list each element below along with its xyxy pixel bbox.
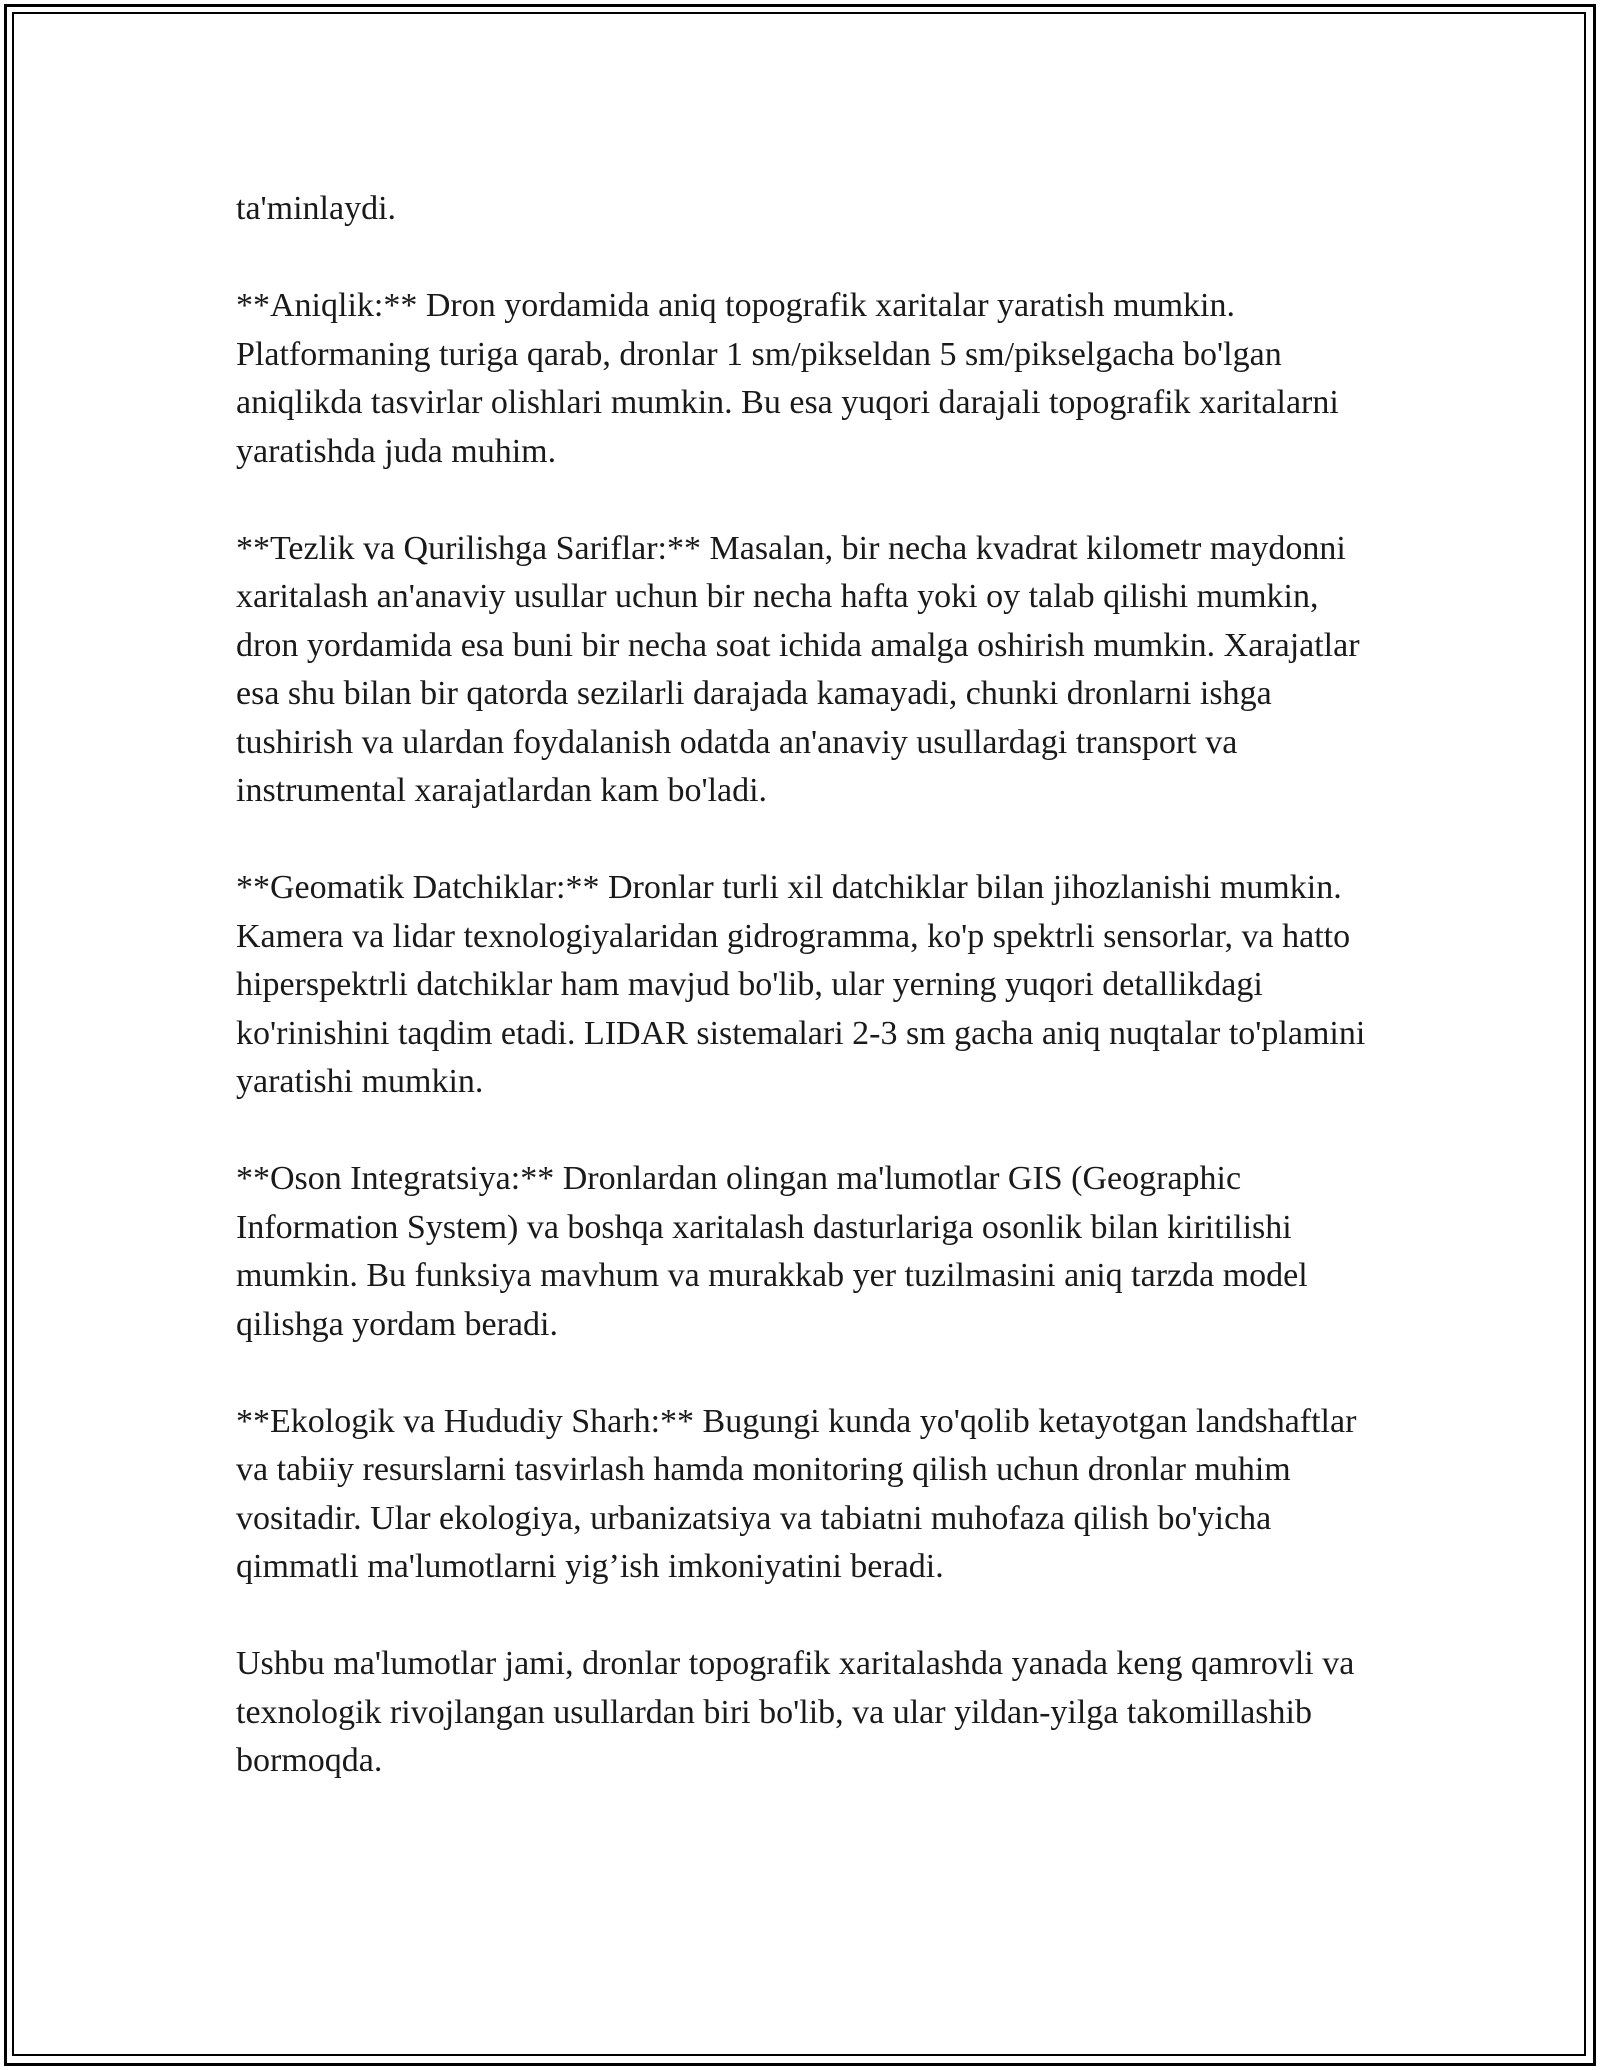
paragraph-ekologik-sharh: **Ekologik va Hududiy Sharh:** Bugungi kunda yo'qolib ketayotgan landshaftlar va tabiiy resurslarni tasvirlash hamda monitoring qilish uchun dronlar muhim vositadir. Ular ekologiya, urbanizatsiya va tabiatni muhofaza qilish bo'yicha qimmatli ma'lumotlarni yig’ish imkoniyatini beradi. [236,1402,1357,1585]
paragraph-oson-integratsiya: **Oson Integratsiya:** Dronlardan olingan ma'lumotlar GIS (Geographic Information System) va boshqa xaritalash dasturlariga osonlik bilan kiritilishi mumkin. Bu funksiya mavhum va murakkab yer tuzilmasini aniq tarzda model qilishga yordam beradi. [236,1160,1308,1343]
paragraph-aniqlik: **Aniqlik:** Dron yordamida aniq topografik xaritalar yaratish mumkin. Platformaning turiga qarab, dronlar 1 sm/pikseldan 5 sm/pikselgacha bo'lgan aniqlikda tasvirlar olishlari mumkin. Bu esa yuqori darajali topografik xaritalarni yaratishda juda muhim. [236,287,1339,470]
paragraph-continuation: ta'minlaydi. [236,190,397,227]
document-body [236,185,1386,1834]
paragraph-geomatik-datchiklar: **Geomatik Datchiklar:** Dronlar turli xil datchiklar bilan jihozlanishi mumkin. Kamera va lidar texnologiyalaridan gidrogramma, ko'p spektrli sensorlar, va hatto hiperspektrli datchiklar ham mavjud bo'lib, ular yerning yuqori detallikdagi ko'rinishini taqdim etadi. LIDAR sistemalari 2-3 sm gacha aniq nuqtalar to'plamini yaratishi mumkin. [236,869,1366,1100]
paragraph-tezlik: **Tezlik va Qurilishga Sariflar:** Masalan, bir necha kvadrat kilometr maydonni xaritalash an'anaviy usullar uchun bir necha hafta yoki oy talab qilishi mumkin, dron yordamida esa buni bir necha soat ichida amalga oshirish mumkin. Xarajatlar esa shu bilan bir qatorda sezilarli darajada kamayadi, chunki dronlarni ishga tushirish va ulardan foydalanish odatda an'anaviy usullardagi transport va instrumental xarajatlardan kam bo'ladi. [236,529,1360,809]
paragraph-conclusion: Ushbu ma'lumotlar jami, dronlar topografik xaritalashda yanada keng qamrovli va texnologik rivojlangan usullardan biri bo'lib, va ular yildan-yilga takomillashib bormoqda. [236,1645,1355,1779]
